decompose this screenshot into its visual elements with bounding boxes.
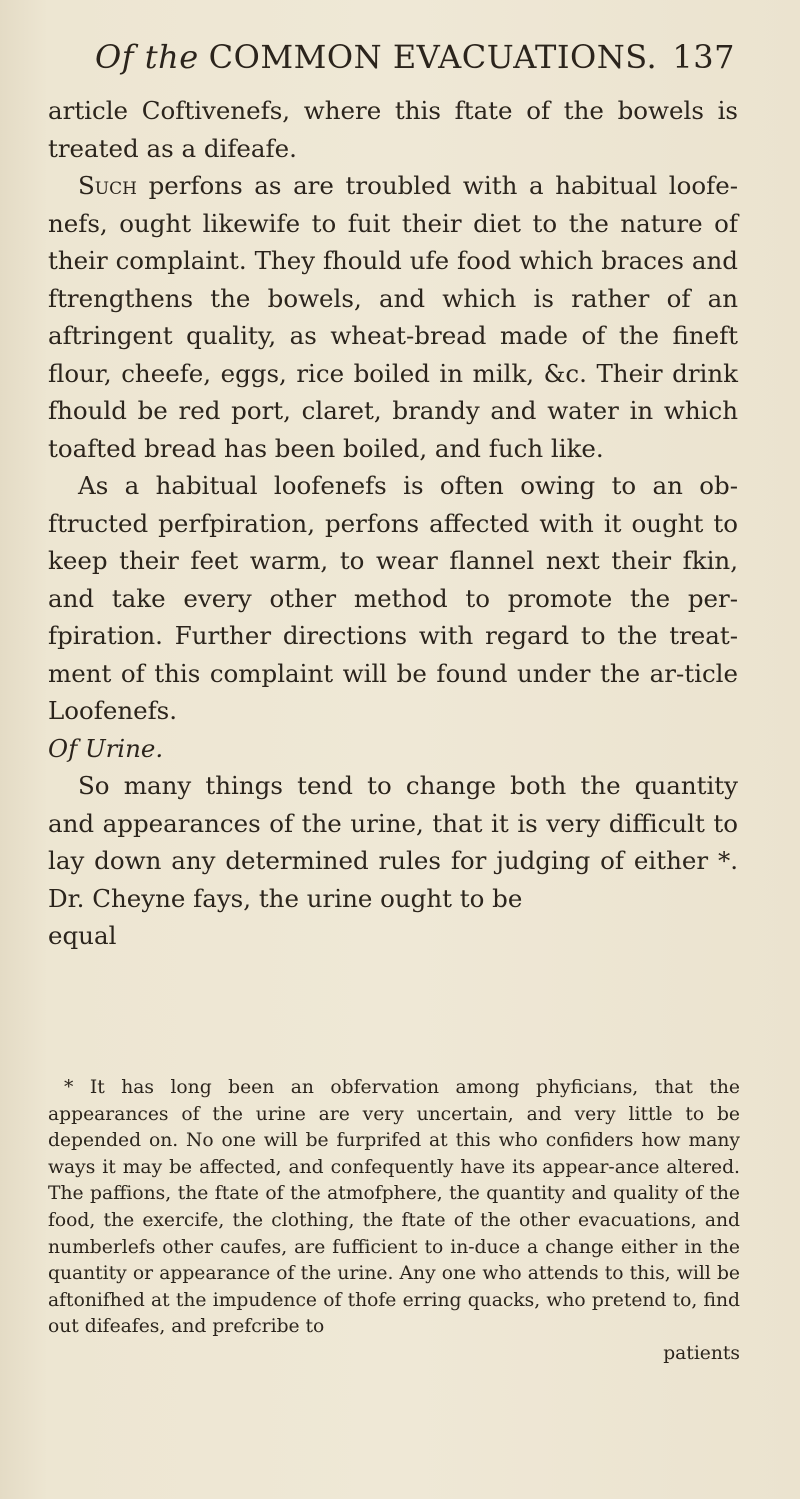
header-title: COMMON EVACUATIONS.: [208, 38, 658, 76]
paragraph-3: As a habitual loofenefs is often owing to an ob-ftructed perfpiration, perfons affected with it ought to keep their feet warm, to wear flannel next their fkin, and take every other method to promote the per-fpiration. Further directions with regard to the treat-ment of this complaint will be found under the ar-ticle Loofenefs.: [48, 471, 738, 725]
running-header: [95, 38, 735, 90]
page-number: 137: [672, 38, 735, 76]
header-lead: Of the: [95, 38, 199, 76]
paragraph-2-lead: Such: [78, 171, 137, 200]
catchword: equal: [48, 921, 117, 950]
paragraph-2: [48, 167, 738, 467]
main-text: [48, 92, 738, 955]
paragraph-4: So many things tend to change both the quantity and appearances of the urine, that it is very difficult to lay down any determined rules for judging of either *. Dr. Cheyne fays, the urine ought to be: [48, 771, 738, 913]
paragraph-1: article Coftivenefs, where this ftate of the bowels is treated as a difeafe.: [48, 96, 738, 163]
footnote-catchword: patients: [663, 1342, 740, 1364]
section-title: Of Urine.: [48, 733, 164, 763]
footnote-text: * It has long been an obfervation among phyficians, that the appearances of the urine are very uncertain, and very little to be depended on. No one will be furprifed at this who confiders how many ways it may be affected, and confequently have its appear-ance altered. The paffions, the ftate of the atmofphere, the quantity and quality of the food, the exercife, the clothing, the ftate of the other evacuations, and numberlefs other caufes, are fufficient to in-duce a change either in the quantity or appearance of the urine. Any one who attends to this, will be aftonifhed at the impudence of thofe erring quacks, who pretend to, find out difeafes, and prefcribe to: [48, 1077, 740, 1338]
paragraph-2-text: perfons as are troubled with a habitual loofe-nefs, ought likewife to fuit their diet to the nature of their complaint. They fhould ufe food which braces and ftrengthens the bowels, and which is rather of an aftringent quality, as wheat-bread made of the fineft flour, cheefe, eggs, rice boiled in milk, &c. Their drink fhould be red port, claret, brandy and water in which toafted bread has been boiled, and fuch like.: [48, 171, 738, 463]
footnote: [48, 1075, 740, 1368]
